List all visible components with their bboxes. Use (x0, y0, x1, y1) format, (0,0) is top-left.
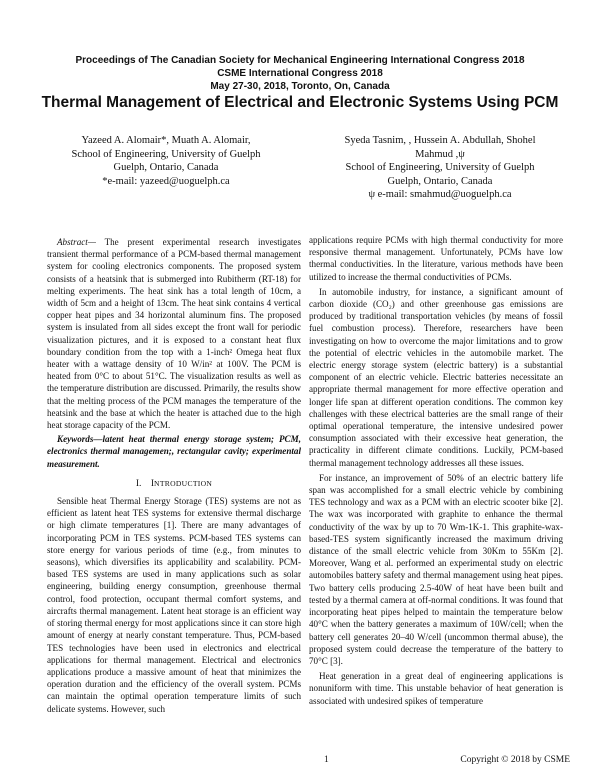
proceedings-line: Proceedings of The Canadian Society for Mechanical Engineering International Congress 2018 (75, 55, 525, 66)
right-column (309, 234, 563, 707)
body-paragraph: applications require PCMs with high thermal conductivity for more responsive thermal management. Unfortunately, PCMs have low thermal conductivities. In the literature, various methods have been utilized to increase the thermal conductivities of PCMs. (309, 235, 563, 282)
author-city: Guelph, Ontario, Canada (113, 162, 219, 173)
date-location-line: May 27-30, 2018, Toronto, On, Canada (210, 81, 390, 92)
body-paragraph: In automobile industry, for instance, a significant amount of carbon dioxide (CO₂) and other greenhouse gas emissions are produced by traditional transportation vehicles (by means of fossil fuel combustion process). Therefore, researchers have been investigating on how to overcome the major limitations and to grow the potential of electric vehicles in the automobile market. The electric energy storage system (electric battery) is a substantial component of an electric vehicle. Electric batteries necessitate an appropriate thermal management for more effective operation and longer life span at different operation conditions. The common key challenges with these electrical batteries are the small range of their optimal operational temperature, the intensive undesired power consumption associated with their excessive heat generation, the practicality in different climate conditions. Luckily, PCM-based thermal management technology addresses all these issues. (309, 286, 563, 468)
section-first-letter: I (150, 478, 155, 489)
author-names: Yazeed A. Alomair*, Muath A. Alomair, (81, 135, 251, 146)
copyright: Copyright © 2018 by CSME (460, 755, 570, 765)
congress-line: CSME International Congress 2018 (217, 68, 383, 79)
section-heading (47, 478, 301, 490)
author-block-right (310, 134, 570, 202)
body-paragraph: For instance, an improvement of 50% of an electric battery life span was accomplished for a small electric vehicle by combining TES technology and wax as a PCM with an electric scooter bike [2]. The wax was incorporated with graphite to enhance the thermal conductivity of the wax by up to 70 Wm-1K-1. This graphite-wax-based-TES system significantly increased the maximum driving distance of the small electric vehicle from 30Km to 55Km [2]. Moreover, Wang et al. performed an experimental study on electric automobiles battery safety and thermal management using heat pipes. Two battery cells producing 2.5-40W of heat have been built and tested by a thermal camera at off-normal conditions. It was found that incorporating heat pipes helped to maintain the temperature below 40°C when the battery generates a maximum of 10W/cell; when the battery cell generates 20–40 W/cell (uncommon thermal abuse), the proposed system could decrease the temperature of the battery to 70°C [3]. (309, 472, 563, 666)
author-names: Syeda Tasnim, , Hussein A. Abdullah, Shohel (344, 135, 536, 146)
section-title-rest: NTRODUCTION (154, 478, 213, 488)
author-school: School of Engineering, University of Guelph (71, 148, 261, 160)
author-city: Guelph, Ontario, Canada (387, 175, 493, 187)
abstract-label: Abstract— (57, 237, 96, 247)
author-email: *e-mail: yazeed@uoguelph.ca (102, 175, 230, 187)
abstract (47, 236, 301, 431)
paper-title: Thermal Management of Electrical and Electronic Systems Using PCM (41, 94, 559, 111)
section-numeral: I. (135, 478, 142, 489)
keywords: Keywords—latent heat thermal energy storage system; PCM, electronics thermal managemen;, rectangular cavity; experimental measurement. (47, 434, 301, 469)
left-column (47, 236, 301, 715)
author-names-cont: Mahmud ,ψ (415, 148, 465, 160)
intro-paragraph: Sensible heat Thermal Energy Storage (TES) systems are not as efficient as latent heat TES systems for extensive thermal discharge or high climate temperatures [1]. There are many advantages of incorporating PCM in TES systems. PCM-based TES systems can store energy for various periods of time (e.g., from minutes to seasons), which diversifies its applicability and scalability. PCM-based TES systems are used in many applications such as solar engineering, building energy consumption, greenhouse thermal control, food protection, occupant thermal comfort systems, and aircrafts thermal management. Latent heat storage is an efficient way of storing thermal energy for most applications since it can store high amount of energy at nearly constant temperature. Thus, PCM-based TES technologies have been used in electronics and electrical applications for thermal management. Electrical and electronics applications produce a massive amount of heat that minimizes the operation duration and the efficiency of the overall system. PCMs can maintain the optimal operation temperature limits of such delicate systems. However, such (47, 496, 301, 714)
author-block-left (40, 134, 292, 188)
abstract-text: The present experimental research investigates transient thermal performance of a PCM-based thermal management system for cooling electronics components. The proposed system consists of a heatsink that is submerged into Rubitherm (RT-18) for melting experiments. The heat sink has a total length of 10cm, a width of 5cm and a height of 13cm. The heat sink contains 4 vertical copper heat pipes and 34 horizontal aluminum fins. The proposed system is insulated from all sides except the front wall for periodic visualization pictures, and it is exposed to a constant heat flux boundary condition from the top with a 1-inch² Omega heat flux heater with a wattage density of 10 W/in² at 100V. The PCM is heated from 0°C to about 51°C. The visualization results as well as the temperature distribution are discussed. Primarily, the results show that the melting process of the PCM manages the temperature of the heatsink and the base at which the heater is attached due to the high heat storage capacity of the PCM. (47, 237, 301, 431)
body-paragraph: Heat generation in a great deal of engineering applications is nonuniform with time. This unstable behavior of heat generation is associated with undesired spikes of temperature (309, 671, 563, 706)
page-number: 1 (324, 755, 329, 765)
author-school: School of Engineering, University of Guelph (345, 162, 535, 173)
author-email: ψ e-mail: smahmud@uoguelph.ca (368, 189, 512, 200)
